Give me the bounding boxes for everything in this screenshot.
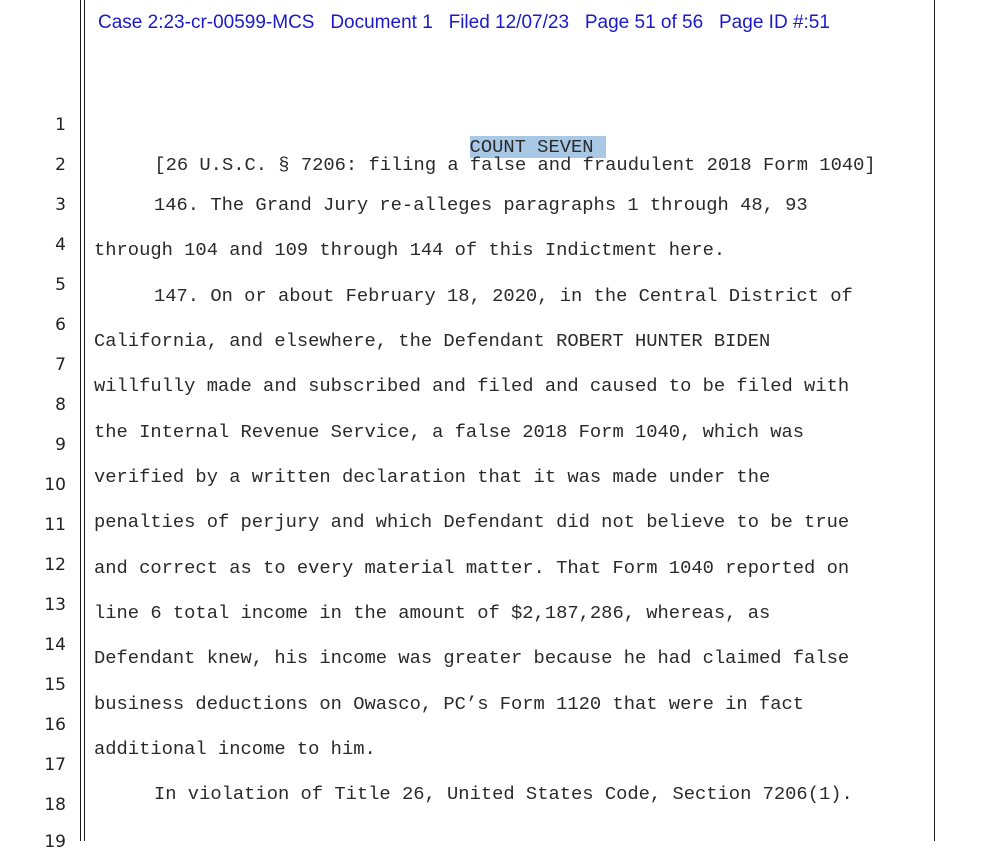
violation-statement: In violation of Title 26, United States Code, Section 7206(1). (154, 783, 853, 805)
line-number: 3 (55, 195, 66, 215)
line-number: 5 (55, 275, 66, 295)
paragraph-147-line: Defendant knew, his income was greater because he had claimed false (94, 647, 850, 669)
line-number: 11 (44, 515, 66, 535)
count-heading: COUNT SEVEN (470, 136, 606, 158)
line-number: 8 (55, 395, 66, 415)
line-number: 14 (44, 635, 66, 655)
statute-citation: [26 U.S.C. § 7206: filing a false and fraudulent 2018 Form 1040] (154, 154, 876, 176)
paragraph-147-line: 147. On or about February 18, 2020, in the Central District of (154, 285, 853, 307)
line-number: 16 (44, 715, 66, 735)
paragraph-147-line: willfully made and subscribed and filed and caused to be filed with (94, 375, 850, 397)
line-number: 18 (44, 795, 66, 815)
paragraph-147-line: line 6 total income in the amount of $2,187,286, whereas, as (94, 602, 771, 624)
line-number: 4 (55, 235, 66, 255)
paragraph-147-line: California, and elsewhere, the Defendant ROBERT HUNTER BIDEN (94, 330, 771, 352)
line-number: 15 (44, 675, 66, 695)
line-number: 1 (55, 115, 66, 135)
line-number: 17 (44, 755, 66, 775)
line-number: 2 (55, 155, 66, 175)
left-margin-rule-outer (80, 0, 81, 841)
line-number: 7 (55, 355, 66, 375)
line-number: 10 (44, 475, 66, 495)
paragraph-147-line: business deductions on Owasco, PC’s Form 1120 that were in fact (94, 693, 805, 715)
line-number: 9 (55, 435, 66, 455)
line-number: 19 (44, 832, 66, 852)
paragraph-147-line: and correct as to every material matter. That Form 1040 reported on (94, 557, 850, 579)
paragraph-147-line: the Internal Revenue Service, a false 2018 Form 1040, which was (94, 421, 805, 443)
paragraph-147-line: additional income to him. (94, 738, 376, 760)
paragraph-147-line: penalties of perjury and which Defendant did not believe to be true (94, 511, 850, 533)
paragraph-146-line: 146. The Grand Jury re-alleges paragraphs 1 through 48, 93 (154, 194, 808, 216)
left-margin-rule-inner (84, 0, 85, 841)
paragraph-146-line: through 104 and 109 through 144 of this Indictment here. (94, 239, 726, 261)
case-header: Case 2:23-cr-00599-MCS Document 1 Filed 12/07/23 Page 51 of 56 Page ID #:51 (98, 12, 830, 33)
line-number: 13 (44, 595, 66, 615)
paragraph-147-line: verified by a written declaration that it was made under the (94, 466, 771, 488)
line-number: 6 (55, 315, 66, 335)
line-number: 12 (44, 555, 66, 575)
